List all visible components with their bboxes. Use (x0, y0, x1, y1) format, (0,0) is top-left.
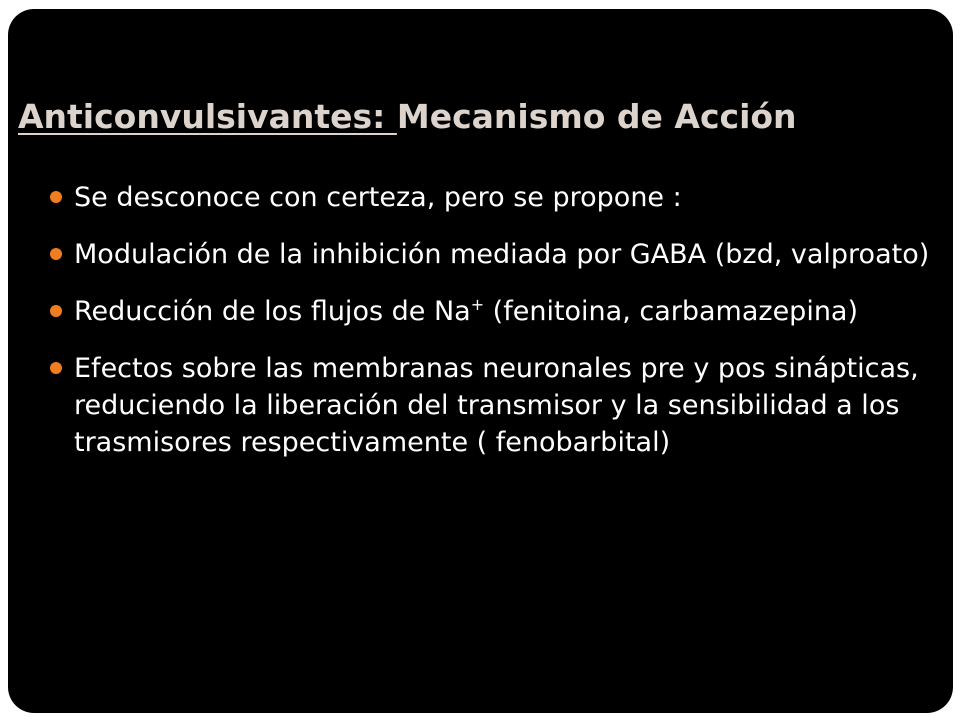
bullet-dot-icon (50, 248, 62, 260)
slide-title-underlined: Anticonvulsivantes: (18, 97, 397, 136)
bullet-item (50, 350, 930, 461)
bullet-text: Efectos sobre las membranas neuronales pre y pos sinápticas, reduciendo la liberación del transmisor y la sensibilidad a los trasmisores respectivamente ( fenobarbital) (74, 353, 919, 458)
bullet-dot-icon (50, 362, 62, 374)
bullet-dot-icon (50, 191, 62, 203)
slide-title (18, 97, 797, 137)
bullet-text-before: Reducción de los flujos de Na (74, 296, 471, 327)
bullet-text: Modulación de la inhibición mediada por GABA (bzd, valproato) (74, 239, 930, 270)
bullet-item (50, 236, 930, 273)
slide-title-rest: Mecanismo de Acción (396, 97, 797, 136)
bullet-item (50, 293, 930, 330)
bullet-text: Se desconoce con certeza, pero se propone : (74, 182, 682, 213)
bullet-dot-icon (50, 305, 62, 317)
bullet-text (74, 296, 858, 327)
bullet-text-after: (fenitoina, carbamazepina) (484, 296, 859, 327)
slide (8, 9, 953, 713)
bullet-item (50, 179, 930, 216)
sodium-superscript: + (470, 295, 485, 314)
bullet-list (50, 179, 930, 481)
